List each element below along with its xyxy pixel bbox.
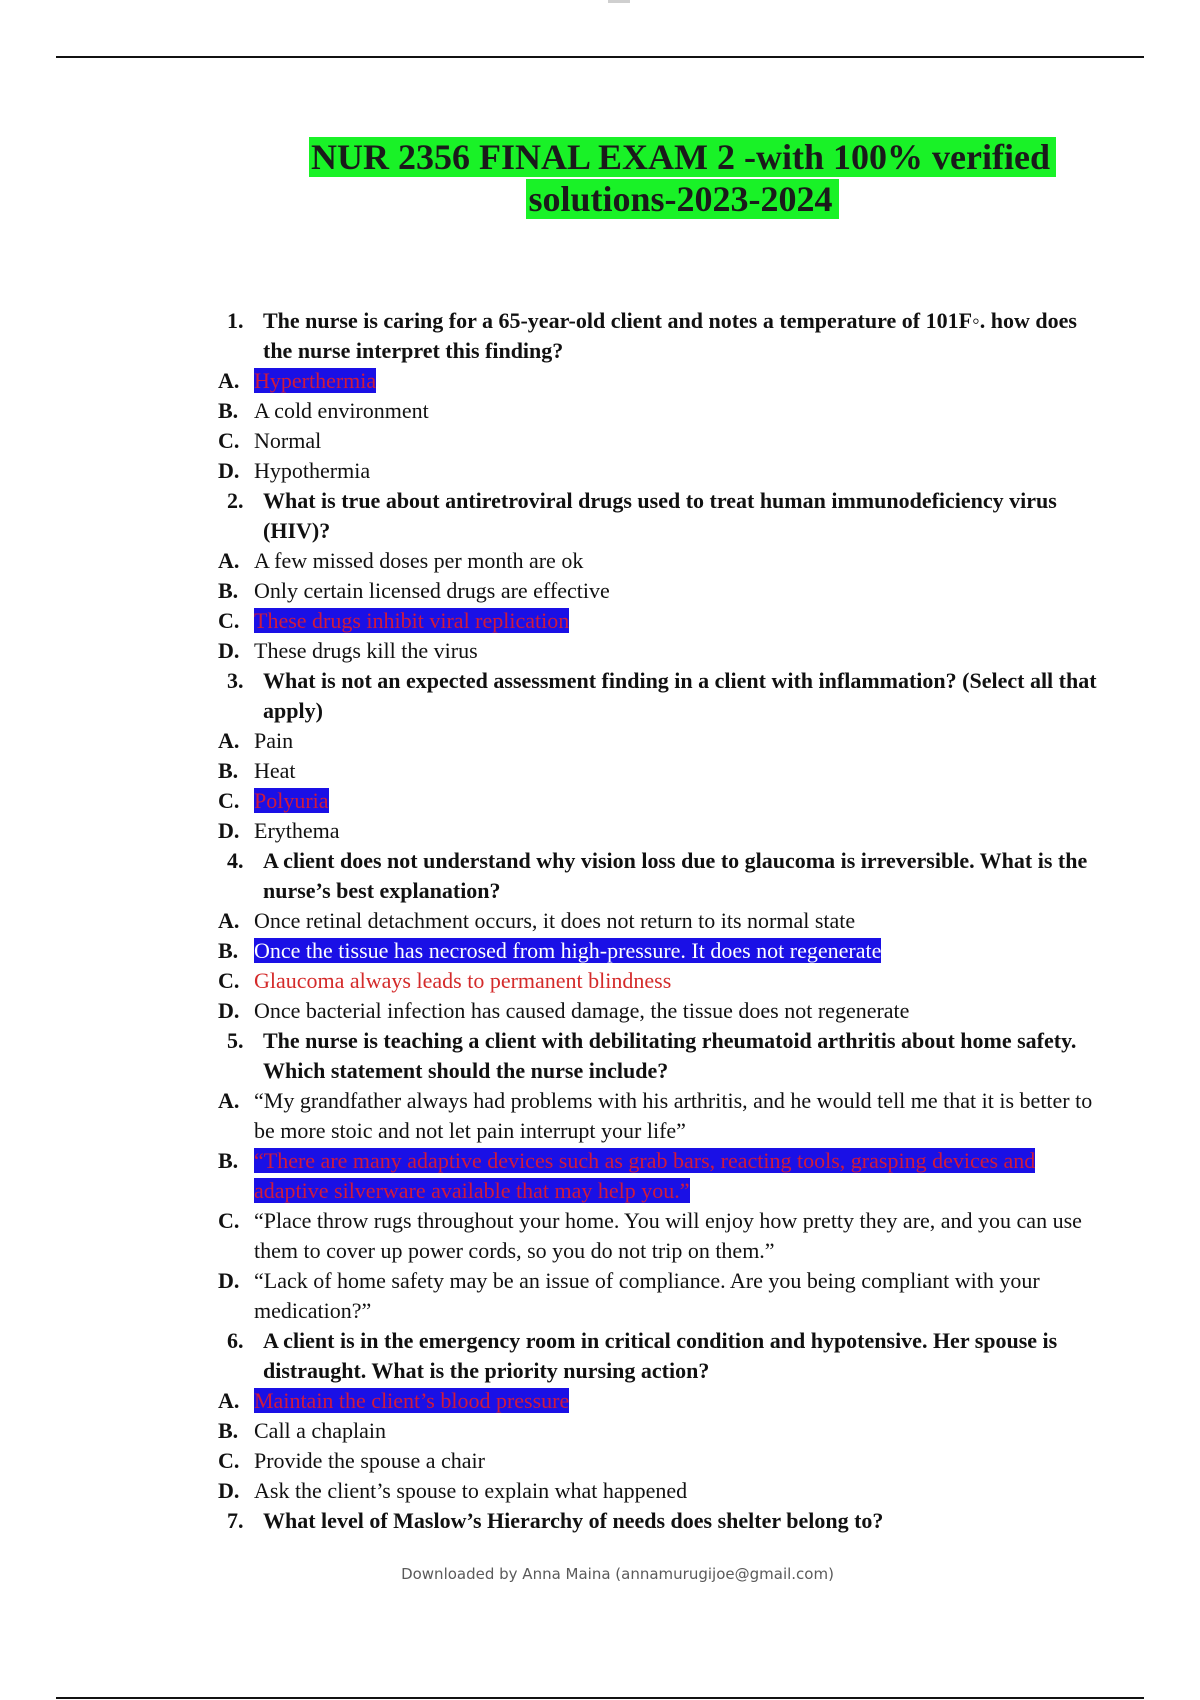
answer-option: [0, 936, 1100, 966]
option-letter: D.: [218, 1478, 240, 1503]
answer-option: [0, 996, 1100, 1026]
question-text: A client is in the emergency room in critical condition and hypotensive. Her spouse is distraught. What is the priority nursing action?: [263, 1328, 1058, 1383]
answer-option: [0, 576, 1100, 606]
option-letter: A.: [218, 1388, 240, 1413]
option-text: Normal: [254, 428, 322, 453]
option-letter: A.: [218, 908, 240, 933]
question-item: [0, 306, 1100, 366]
question-list: [0, 306, 1200, 1536]
option-text: Heat: [254, 758, 296, 783]
option-letter: D.: [218, 638, 240, 663]
title-line-2: solutions-2023-2024: [526, 179, 838, 219]
option-text: “Place throw rugs throughout your home. You will enjoy how pretty they are, and you can use them to cover up power cords, so you do not trip on them.”: [254, 1208, 1082, 1263]
option-text: Erythema: [254, 818, 340, 843]
question-number: 6.: [227, 1328, 244, 1353]
question-text: A client does not understand why vision loss due to glaucoma is irreversible. What is the nurse’s best explanation?: [263, 848, 1088, 903]
question-number: 7.: [227, 1508, 244, 1533]
title-line-1: NUR 2356 FINAL EXAM 2 -with 100% verified: [309, 137, 1056, 177]
highlighted-answer-text: “There are many adaptive devices such as grab bars, reacting tools, grasping devices and adaptive silverware available that may help you.”: [254, 1148, 1036, 1203]
question-text: The nurse is teaching a client with debilitating rheumatoid arthritis about home safety. Which statement should the nurse include?: [263, 1028, 1077, 1083]
highlighted-answer-text: Hyperthermia: [254, 368, 377, 393]
question-text: What is not an expected assessment finding in a client with inflammation? (Select all that apply): [263, 668, 1097, 723]
answer-option: [0, 1146, 1100, 1206]
question-item: [0, 486, 1100, 546]
footer-rule: [56, 1697, 1144, 1699]
answer-option: [0, 756, 1100, 786]
highlighted-answer-text: Once the tissue has necrosed from high-pressure. It does not regenerate: [254, 938, 882, 963]
answer-option: [0, 1086, 1100, 1146]
option-letter: B.: [218, 1148, 239, 1173]
question-item: [0, 666, 1100, 726]
question-item: [0, 1026, 1100, 1086]
option-text: Glaucoma always leads to permanent blindness: [254, 968, 672, 993]
highlighted-answer-text: These drugs inhibit viral replication: [254, 608, 570, 633]
answer-option: [0, 456, 1100, 486]
option-letter: A.: [218, 1088, 240, 1113]
option-letter: C.: [218, 428, 240, 453]
option-text: Call a chaplain: [254, 1418, 386, 1443]
question-text: What level of Maslow’s Hierarchy of needs does shelter belong to?: [263, 1508, 884, 1533]
question-number: 1.: [227, 308, 244, 333]
option-letter: B.: [218, 398, 239, 423]
option-text: Pain: [254, 728, 294, 753]
option-letter: C.: [218, 1448, 240, 1473]
option-text: “Lack of home safety may be an issue of compliance. Are you being compliant with your medication?”: [254, 1268, 1040, 1323]
answer-option: [0, 1446, 1100, 1476]
option-letter: C.: [218, 608, 240, 633]
answer-option: [0, 606, 1100, 636]
option-letter: D.: [218, 1268, 240, 1293]
answer-option: [0, 786, 1100, 816]
answer-option: [0, 726, 1100, 756]
question-number: 2.: [227, 488, 244, 513]
option-letter: D.: [218, 998, 240, 1023]
answer-option: [0, 636, 1100, 666]
download-footer: Downloaded by Anna Maina (annamurugijoe@gmail.com): [401, 1565, 834, 1583]
answer-option: [0, 1476, 1100, 1506]
answer-option: [0, 1266, 1100, 1326]
answer-option: [0, 906, 1100, 936]
option-text: Once retinal detachment occurs, it does not return to its normal state: [254, 908, 856, 933]
answer-option: [0, 366, 1100, 396]
option-letter: D.: [218, 818, 240, 843]
option-letter: A.: [218, 368, 240, 393]
option-letter: C.: [218, 788, 240, 813]
question-number: 3.: [227, 668, 244, 693]
answer-option: [0, 396, 1100, 426]
option-letter: B.: [218, 938, 239, 963]
document-title: [0, 136, 1200, 220]
option-text: These drugs kill the virus: [254, 638, 478, 663]
question-text: The nurse is caring for a 65-year-old client and notes a temperature of 101F◦. how does the nurse interpret this finding?: [263, 308, 1077, 363]
option-text: Ask the client’s spouse to explain what happened: [254, 1478, 688, 1503]
highlighted-answer-text: Maintain the client’s blood pressure: [254, 1388, 570, 1413]
option-letter: B.: [218, 758, 239, 783]
option-letter: B.: [218, 1418, 239, 1443]
option-letter: B.: [218, 578, 239, 603]
option-letter: C.: [218, 968, 240, 993]
option-letter: A.: [218, 548, 240, 573]
answer-option: [0, 546, 1100, 576]
answer-option: [0, 426, 1100, 456]
option-text: Once bacterial infection has caused damage, the tissue does not regenerate: [254, 998, 910, 1023]
question-text: What is true about antiretroviral drugs used to treat human immunodeficiency virus (HIV)?: [263, 488, 1057, 543]
option-text: A few missed doses per month are ok: [254, 548, 584, 573]
highlighted-answer-text: Polyuria: [254, 788, 329, 813]
question-number: 4.: [227, 848, 244, 873]
option-letter: C.: [218, 1208, 240, 1233]
question-item: [0, 1326, 1100, 1386]
question-item: [0, 1506, 1100, 1536]
option-text: “My grandfather always had problems with his arthritis, and he would tell me that it is better to be more stoic and not let pain interrupt your life”: [254, 1088, 1093, 1143]
answer-option: [0, 1386, 1100, 1416]
option-text: Hypothermia: [254, 458, 371, 483]
option-text: Only certain licensed drugs are effective: [254, 578, 610, 603]
option-text: A cold environment: [254, 398, 429, 423]
answer-option: [0, 816, 1100, 846]
header-rule: [56, 56, 1144, 58]
page-top-mark: [608, 0, 630, 3]
option-letter: D.: [218, 458, 240, 483]
question-item: [0, 846, 1100, 906]
option-letter: A.: [218, 728, 240, 753]
answer-option: [0, 1416, 1100, 1446]
question-number: 5.: [227, 1028, 244, 1053]
answer-option: [0, 966, 1100, 996]
answer-option: [0, 1206, 1100, 1266]
option-text: Provide the spouse a chair: [254, 1448, 485, 1473]
